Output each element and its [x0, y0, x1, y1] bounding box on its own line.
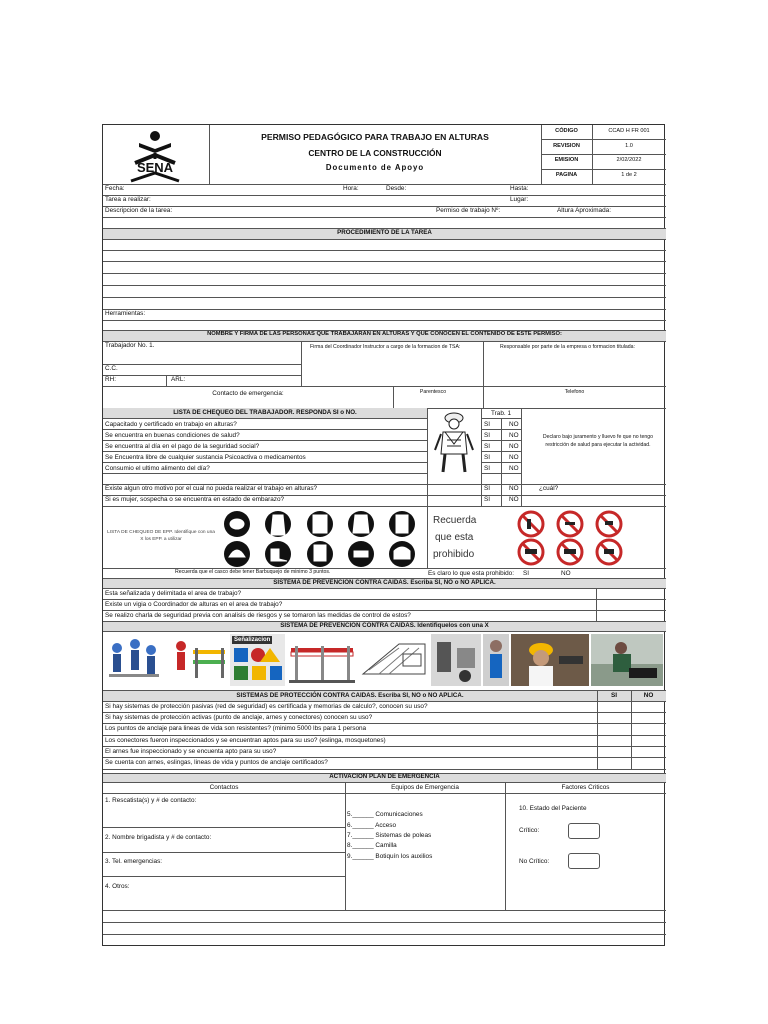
critico-label: Crítico:	[519, 827, 540, 834]
worker-photo	[511, 634, 589, 686]
title-line2: CENTRO DE LA CONSTRUCCIÓN	[308, 148, 442, 158]
si-1[interactable]: SI	[484, 421, 491, 428]
critico-checkbox[interactable]	[568, 823, 600, 839]
chequeo-item-4: Se Encuentra libre de cualquier sustancia Psicoactiva o medicamentos	[105, 454, 306, 461]
arl-field[interactable]: ARL:	[171, 376, 186, 383]
chequeo-title: LISTA DE CHEQUEO DEL TRABAJADOR. RESPONDA SI o NO.	[173, 409, 357, 416]
si-5[interactable]: SI	[484, 465, 491, 472]
proteccion-item-3: Los puntos de anclaje para lineas de vida son resistentes? (minimo 5000 lbs para 1 persona	[105, 725, 367, 732]
sena-logo	[117, 129, 193, 183]
coordinador-signature[interactable]: Firma del Coordinador Instructor a cargo de la formacion de TSA:	[310, 344, 461, 350]
contact-brigadista[interactable]: 2. Nombre brigadista y # de contacto:	[105, 834, 212, 841]
cual-field[interactable]: ¿cuál?	[539, 485, 559, 492]
telefono-field[interactable]: Telefono	[564, 389, 585, 395]
parentesco-field[interactable]: Parentesco	[419, 389, 447, 395]
proteccion-title: SISTEMAS DE PROTECCIÓN CONTRA CAIDAS. Escriba SI, NO o NO APLICA.	[236, 692, 464, 699]
meta-revision-label: REVISION	[553, 143, 580, 149]
barrier-illustration	[163, 634, 229, 686]
si-6[interactable]: SI	[484, 485, 491, 492]
equip-botiquin[interactable]: 9.______ Botiquín Ios auxilios	[347, 853, 433, 860]
si-2[interactable]: SI	[484, 432, 491, 439]
extra-item-2: Si es mujer, sospecha o se encuentra en estado de embarazo?	[105, 496, 285, 503]
senalizacion-label: Señalizacion	[234, 637, 271, 643]
meta-code-label: CÓDIGO	[555, 128, 578, 134]
no-2[interactable]: NO	[509, 432, 519, 439]
emergencia-title: ACTIVACION PLAN DE EMERGENCIA	[329, 773, 440, 780]
meta-emision-label: EMISION	[554, 157, 579, 163]
no-critico-label: No Crítico:	[519, 858, 550, 865]
no-1[interactable]: NO	[509, 421, 519, 428]
chequeo-item-5: Consumio el ultimo alimento del día?	[105, 465, 210, 472]
epp-icons	[223, 509, 419, 569]
proteccion-item-6: Se cuenta con arnes, eslingas, lineas de vida y puntos de anclaje certificados?	[105, 759, 328, 766]
recuerda-3: prohibido	[433, 549, 475, 560]
prevencion-title2: SISTEMA DE PREVENCION CONTRA CAIDAS. Identifiquelos con una X	[280, 622, 489, 629]
contact-tel[interactable]: 3. Tel. emergencias:	[105, 858, 163, 865]
no-6[interactable]: NO	[509, 485, 519, 492]
estado-paciente: 10. Estado del Paciente	[519, 805, 587, 812]
procedimiento-title: PROCEDIMIENTO DE LA TAREA	[337, 229, 432, 236]
chequeo-item-3: Se encuentra al día en el pago de la seguridad social?	[105, 443, 260, 450]
proteccion-item-1: Si hay sistemas de protección pasivas (red de seguridad) es certificada y memorias de calculo?, conocen su uso?	[105, 703, 428, 710]
lugar-field[interactable]: Lugar:	[510, 196, 529, 203]
prevencion-item-2: Existe un vigia o Coordinador de alturas en el area de trabajo?	[105, 601, 283, 608]
prohibited-icons	[511, 509, 631, 567]
signage-image	[230, 634, 285, 686]
fecha-field[interactable]: Fecha:	[105, 185, 125, 192]
chequeo-item-2: Se encuentra en buenas condiciones de salud?	[105, 432, 240, 439]
contacto-emergencia[interactable]: Contacto de emergencia:	[212, 390, 284, 397]
claro-no[interactable]: NO	[561, 570, 571, 577]
equipos-header: Equipos de Emergencia	[391, 784, 459, 791]
title-line3: Documento de Apoyo	[325, 163, 425, 172]
cc-field[interactable]: C.C.	[105, 365, 118, 372]
epp-label: LISTA DE CHEQUEO DE EPP. Identifique con una X los EPP. a utilizar	[107, 530, 215, 543]
desde-field[interactable]: Desde:	[386, 185, 407, 192]
prevencion-title: SISTEMA DE PREVENCION CONTRA CAIDAS. Escriba SI, NO o NO APLICA.	[273, 579, 496, 586]
meta-revision-value: 1.0	[625, 143, 633, 149]
rescue-photo	[591, 634, 663, 686]
hasta-field[interactable]: Hasta:	[510, 185, 529, 192]
no-3[interactable]: NO	[509, 443, 519, 450]
logo-text: SENA	[136, 160, 174, 175]
proteccion-item-2: Si hay sistemas de protección activas (punto de anclaje, arnes y conectores) conocen su uso?	[105, 714, 373, 721]
extra-item-1: Existe algun otro motivo por el cual no pueda realizar el trabajo en alturas?	[105, 485, 318, 492]
people-illustration	[105, 634, 163, 686]
si-4[interactable]: SI	[484, 454, 491, 461]
altura-field[interactable]: Altura Aproximada:	[557, 207, 611, 214]
rh-field[interactable]: RH:	[105, 376, 117, 383]
equip-comunicaciones[interactable]: 5.______ Comunicaciones	[347, 811, 423, 818]
proteccion-no-header: NO	[643, 692, 654, 699]
no-7[interactable]: NO	[509, 496, 519, 503]
prevencion-item-3: Se realizo charla de seguridad previa con analisis de riesgos y se tomaron las medidas de control de estos?	[105, 612, 411, 619]
proteccion-si-header: SI	[610, 692, 618, 699]
trabajador-field[interactable]: Trabajador No. 1.	[105, 342, 155, 349]
no-4[interactable]: NO	[509, 454, 519, 461]
meta-pagina-label: PAGINA	[555, 172, 578, 178]
equip-camilla[interactable]: 8.______ Camilla	[347, 842, 397, 849]
responsable-signature[interactable]: Responsable por parte de la empresa o formacion titulada:	[500, 344, 635, 350]
claro-si[interactable]: SI	[523, 570, 530, 577]
worker-illustration	[431, 410, 477, 474]
personas-title: NOMBRE Y FIRMA DE LAS PERSONAS QUE TRABAJARAN EN ALTURAS Y QUE CONOCEN EL CONTENIDO DE ESTE PERMISO:	[207, 331, 562, 337]
proteccion-item-5: El arnes fue inspeccionado y se encuenta apto para su uso?	[105, 748, 277, 755]
meta-pagina-value: 1 de 2	[621, 172, 637, 178]
no-5[interactable]: NO	[509, 465, 519, 472]
contact-otros[interactable]: 4. Otros:	[105, 883, 130, 890]
prevencion-item-1: Esta señalizada y delimitada el area de trabajo?	[105, 590, 242, 597]
hora-field[interactable]: Hora:	[343, 185, 359, 192]
permiso-field[interactable]: Permiso de trabajo Nº:	[436, 207, 501, 214]
harness-photo	[483, 634, 509, 686]
recuerda-2: que esta	[435, 532, 474, 543]
permit-document	[102, 124, 665, 946]
trab-header: Trab. 1	[490, 410, 511, 417]
equip-poleas[interactable]: 7.______ Sistemas de poleas	[347, 832, 432, 839]
casco-note: Recuerda que el casco debe tener Barbuquejo de minimo 3 puntos.	[175, 569, 331, 575]
si-3[interactable]: SI	[484, 443, 491, 450]
si-7[interactable]: SI	[484, 496, 491, 503]
contactos-header: Contactos	[209, 784, 239, 791]
proteccion-item-4: Los conectores fueron inspeccionados y se encuentran aptos para su uso? (eslinga, mosquetones)	[105, 737, 386, 744]
title-line1: PERMISO PEDAGÓGICO PARA TRABAJO EN ALTURAS	[261, 132, 489, 142]
railing-image	[287, 634, 357, 686]
meta-code-value: CCAD H FR 001	[608, 128, 650, 134]
scaffold-drawing	[359, 634, 429, 686]
tarea-field[interactable]: Tarea a realizar:	[105, 196, 151, 203]
factores-header: Factores Criticos	[561, 784, 610, 791]
equip-acceso[interactable]: 6.______ Acceso	[347, 822, 397, 829]
declaro-text: Declaro bajo juramento y lluevo fe que no tengo restricción de salud para ejecutar la actividad.	[542, 434, 654, 449]
descripcion-field[interactable]: Descripcion de la tarea:	[105, 207, 173, 214]
meta-emision-value: 2/02/2022	[616, 157, 642, 163]
herramientas-field[interactable]: Herramientas:	[105, 310, 146, 317]
chequeo-item-1: Capacitado y certificado en trabajo en alturas?	[105, 421, 237, 428]
claro-field: Es claro lo que esta prohibido:	[428, 570, 514, 577]
no-critico-checkbox[interactable]	[568, 853, 600, 869]
contact-rescatista[interactable]: 1. Rescatista(s) y # de contacto:	[105, 797, 197, 804]
equipment-photo	[431, 634, 481, 686]
recuerda-1: Recuerda	[433, 515, 477, 526]
